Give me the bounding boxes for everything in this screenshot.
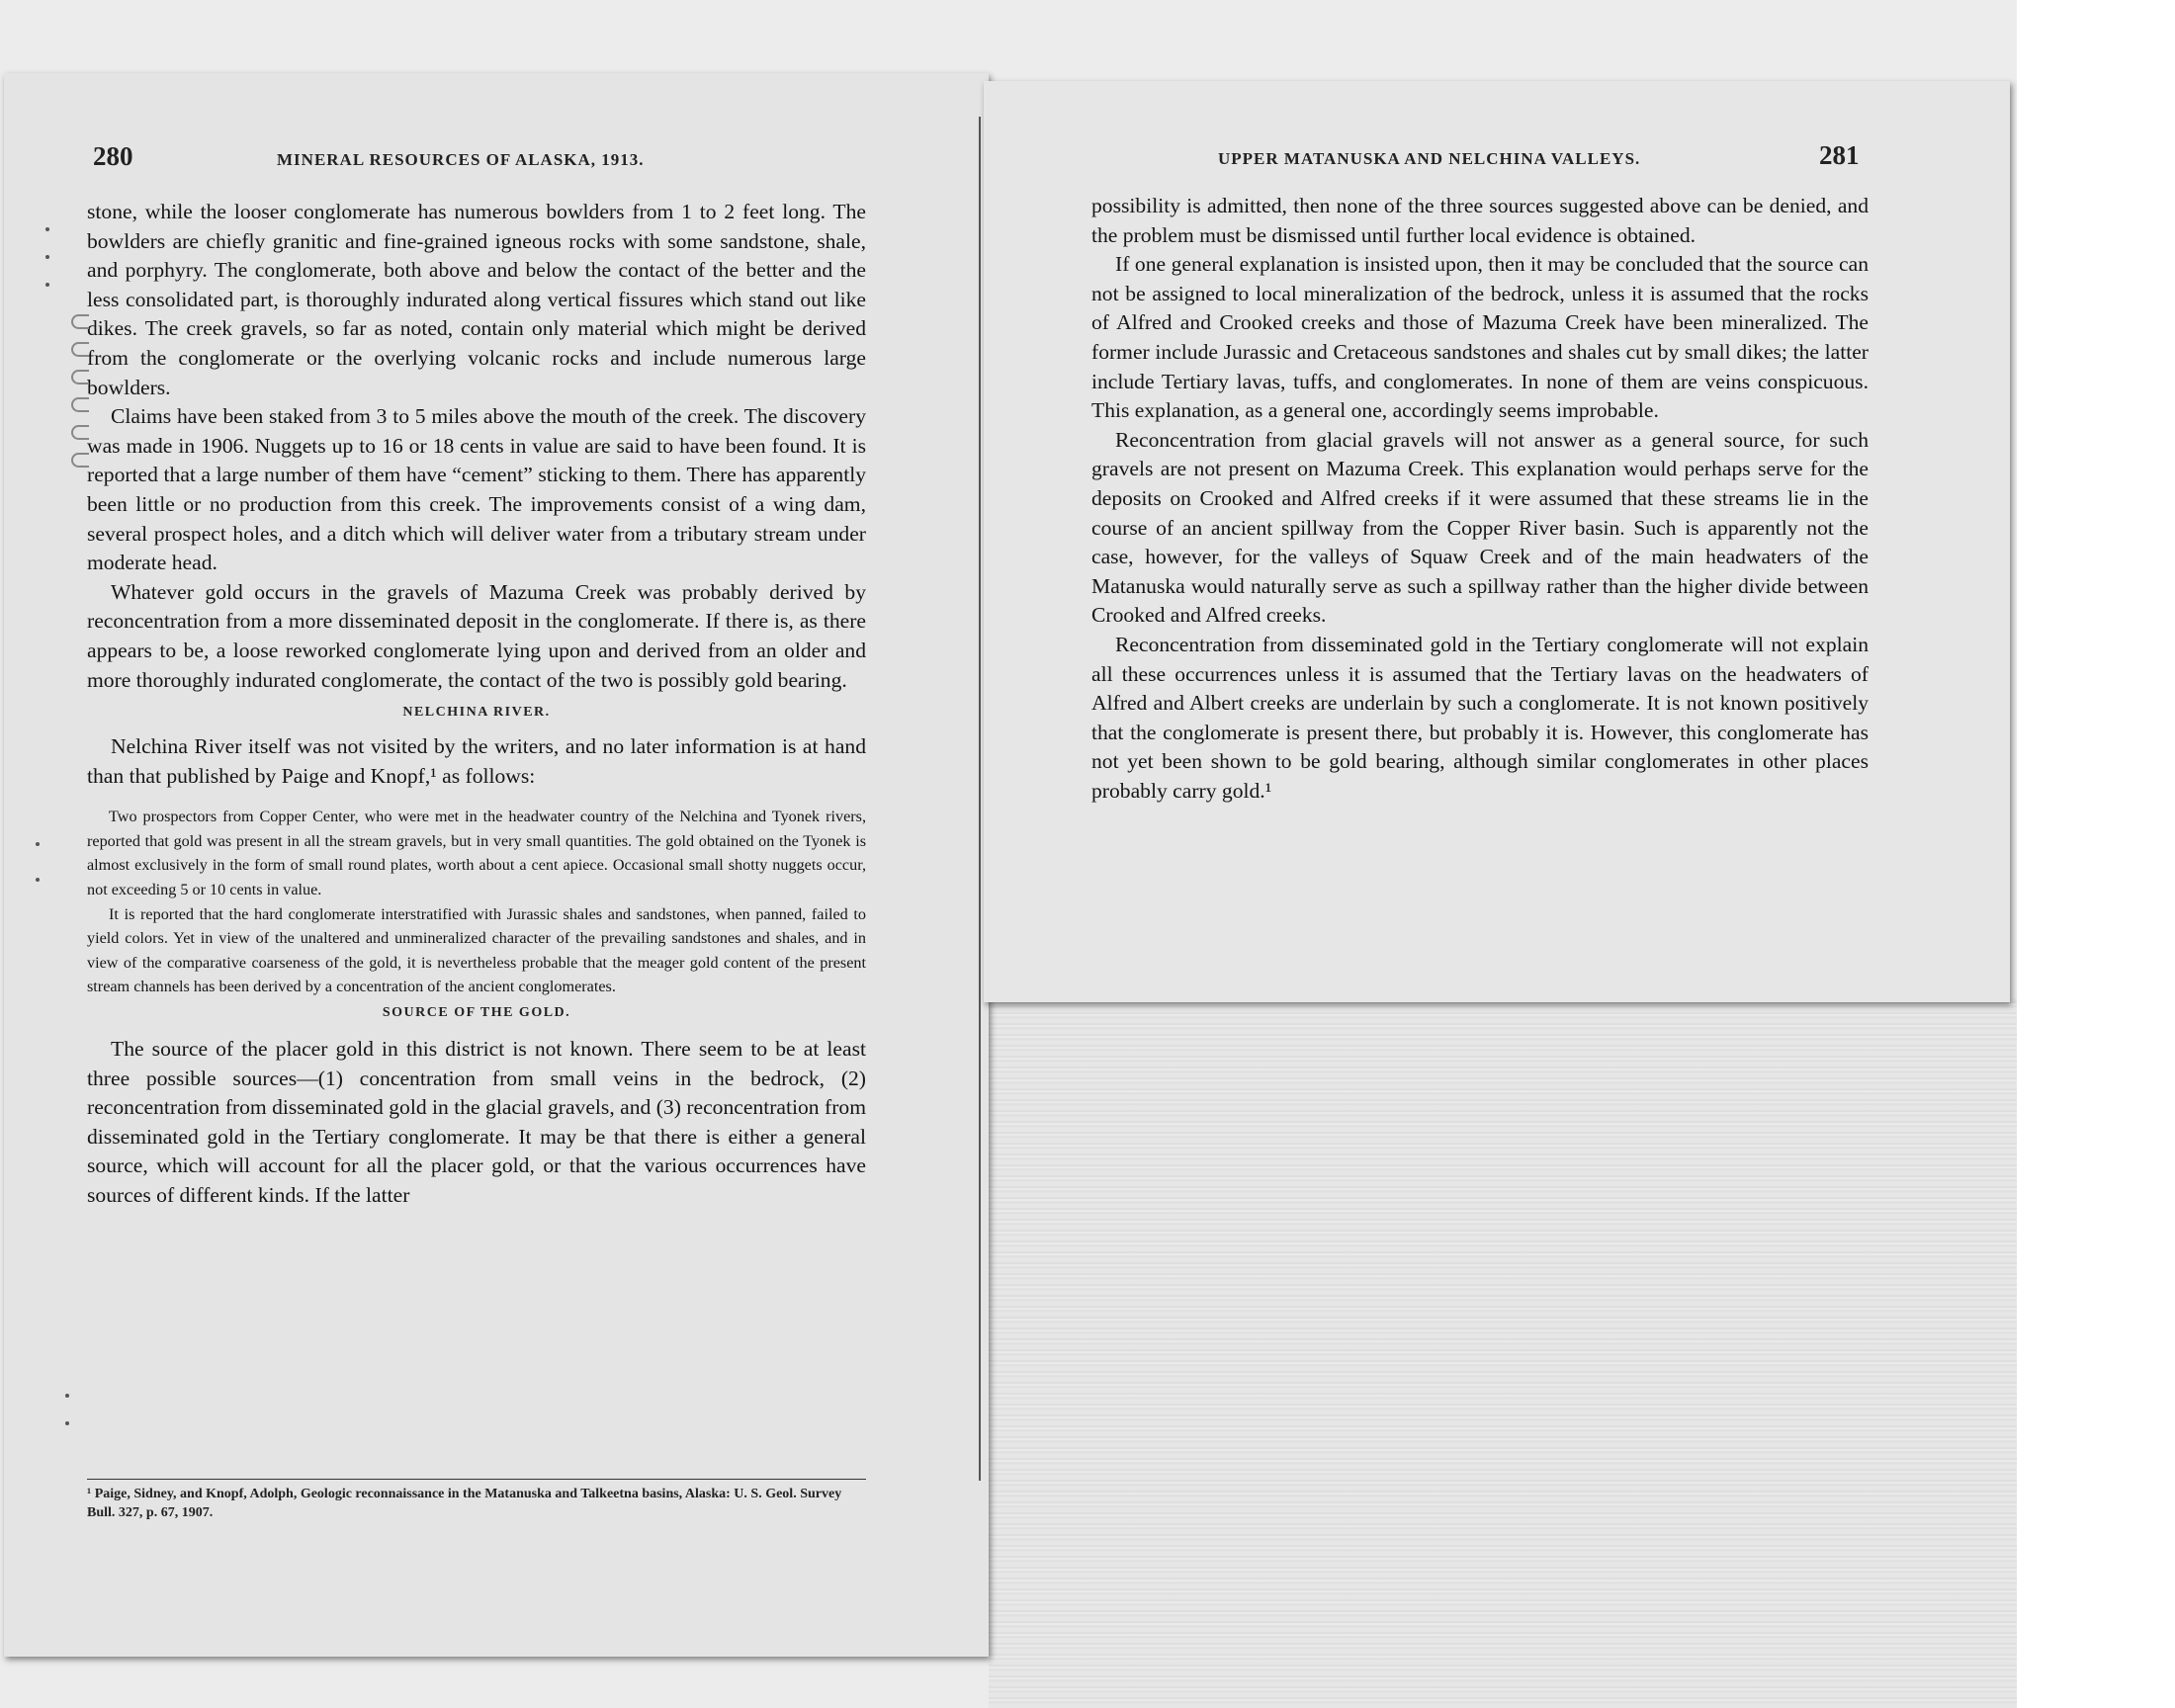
blank-margin: [2017, 0, 2175, 1708]
quote-paragraph-2: It is reported that the hard conglomerate interstratified with Jurassic shales and sandstones, when panned, failed to yield colors. Yet in view of the unaltered and unmineralized character of the prevailing sandstones and shales, and in view of the comparative coarseness of the gold, it is nevertheless probable that the meager gold content of the present stream channels has been derived by a concentration of the ancient conglomerates.: [87, 904, 866, 996]
heading-nelchina-river: NELCHINA RIVER.: [402, 705, 551, 721]
margin-mark: [45, 227, 49, 231]
page-gutter: [979, 117, 981, 1481]
footnote-rule: [87, 1479, 866, 1480]
right-column: [1091, 192, 1869, 806]
right-paragraph-4: Reconcentration from disseminated gold in the Tertiary conglomerate will not explain all these occurrences unless it is assumed that the Tertiary lavas on the headwaters of Alfred and Albert creeks are underlain by such a conglomerate. It is not known positively that the conglomerate is present there, but probably it is. However, this conglomerate has not yet been shown to be gold bearing, although similar conglomerates in other places probably carry gold.¹: [1091, 632, 1869, 803]
right-paragraph-2: If one general explanation is insisted upon, then it may be concluded that the source can not be assigned to local mineralization of the bedrock, unless it is assumed that the rocks of Alfred and Crooked creeks and those of Mazuma Creek have been mineralized. The former include Jurassic and Cretaceous sandstones and shales cut by small dikes; the latter include Tertiary lavas, tuffs, and conglomerates. In none of them are veins conspicuous. This explanation, as a general one, accordingly seems improbable.: [1091, 252, 1869, 423]
margin-mark: [45, 283, 49, 287]
left-paragraph-4: Nelchina River itself was not visited by the writers, and no later information is at hand than that published by Paige and Knopf,¹ as follows:: [87, 734, 866, 788]
quote-paragraph-1: Two prospectors from Copper Center, who were met in the headwater country of the Nelchina and Tyonek rivers, reported that gold was present in all the stream gravels, but in very small quantities. The gold obtained on the Tyonek is almost exclusively in the form of small round plates, worth about a cent apiece. Occasional small shotty nuggets occur, not exceeding 5 or 10 cents in value.: [87, 808, 866, 899]
left-paragraph-2: Claims have been staked from 3 to 5 miles above the mouth of the creek. The discovery was made in 1906. Nuggets up to 16 or 18 cents in value are said to have been found. It is reported that a large number of them have “cement” sticking to them. There has apparently been little or no production from this creek. The improvements consist of a wing dam, several prospect holes, and a ditch which will deliver water from a tributary stream under moderate head.: [87, 404, 866, 575]
left-paragraph-5: The source of the placer gold in this district is not known. There seem to be at least three possible sources—(1) concentration from small veins in the bedrock, (2) reconcentration from disseminated gold in the glacial gravels, and (3) reconcentration from disseminated gold in the Tertiary conglomerate. It may be that there is either a general source, which will account for all the placer gold, or that the various occurrences have sources of different kinds. If the latter: [87, 1037, 866, 1207]
margin-mark: [36, 842, 40, 846]
left-column: [87, 198, 866, 1211]
margin-mark: [65, 1394, 69, 1398]
right-running-head: UPPER MATANUSKA AND NELCHINA VALLEYS.: [1218, 149, 1641, 168]
margin-bracket: [71, 314, 89, 329]
right-page-number: 281: [1819, 140, 1860, 170]
left-paragraph-1: stone, while the looser conglomerate has numerous bowlders from 1 to 2 feet long. The bowlders are chiefly granitic and fine-grained igneous rocks with some sandstone, shale, and porphyry. The conglomerate, both above and below the contact of the better and the less consolidated part, is thoroughly indurated along vertical fissures which stand out like dikes. The creek gravels, so far as noted, contain only material which might be derived from the conglomerate or the overlying volcanic rocks and include numerous large bowlders.: [87, 200, 866, 399]
footnote: ¹ Paige, Sidney, and Knopf, Adolph, Geologic reconnaissance in the Matanuska and Talkeetna basins, Alaska: U. S. Geol. Survey Bull. 327, p. 67, 1907.: [87, 1487, 842, 1520]
margin-bracket: [71, 453, 89, 468]
margin-bracket: [71, 370, 89, 384]
scanner-background: [989, 998, 2017, 1708]
left-page-number: 280: [93, 141, 133, 171]
margin-mark: [45, 255, 49, 259]
left-paragraph-3: Whatever gold occurs in the gravels of Mazuma Creek was probably derived by reconcentration from a more disseminated deposit in the conglomerate. If there is, as there appears to be, a loose reworked conglomerate lying upon and derived from an older and more thoroughly indurated conglomerate, the contact of the two is possibly gold bearing.: [87, 579, 866, 692]
margin-bracket: [71, 397, 89, 412]
margin-mark: [36, 878, 40, 882]
margin-bracket: [71, 342, 89, 357]
right-paragraph-1: possibility is admitted, then none of the three sources suggested above can be denied, and the problem must be dismissed until further local evidence is obtained.: [1091, 194, 1869, 247]
heading-source-of-gold: SOURCE OF THE GOLD.: [382, 1005, 571, 1021]
left-running-head: MINERAL RESOURCES OF ALASKA, 1913.: [277, 150, 645, 169]
margin-mark: [65, 1421, 69, 1425]
margin-bracket: [71, 425, 89, 440]
right-paragraph-3: Reconcentration from glacial gravels will not answer as a general source, for such gravels are not present on Mazuma Creek. This explanation would perhaps serve for the deposits on Crooked and Alfred creeks if it were assumed that these streams lie in the course of an ancient spillway from the Copper River basin. Such is apparently not the case, however, for the valleys of Squaw Creek and of the main headwaters of the Matanuska would naturally serve as such a spillway rather than the higher divide between Crooked and Alfred creeks.: [1091, 427, 1869, 628]
